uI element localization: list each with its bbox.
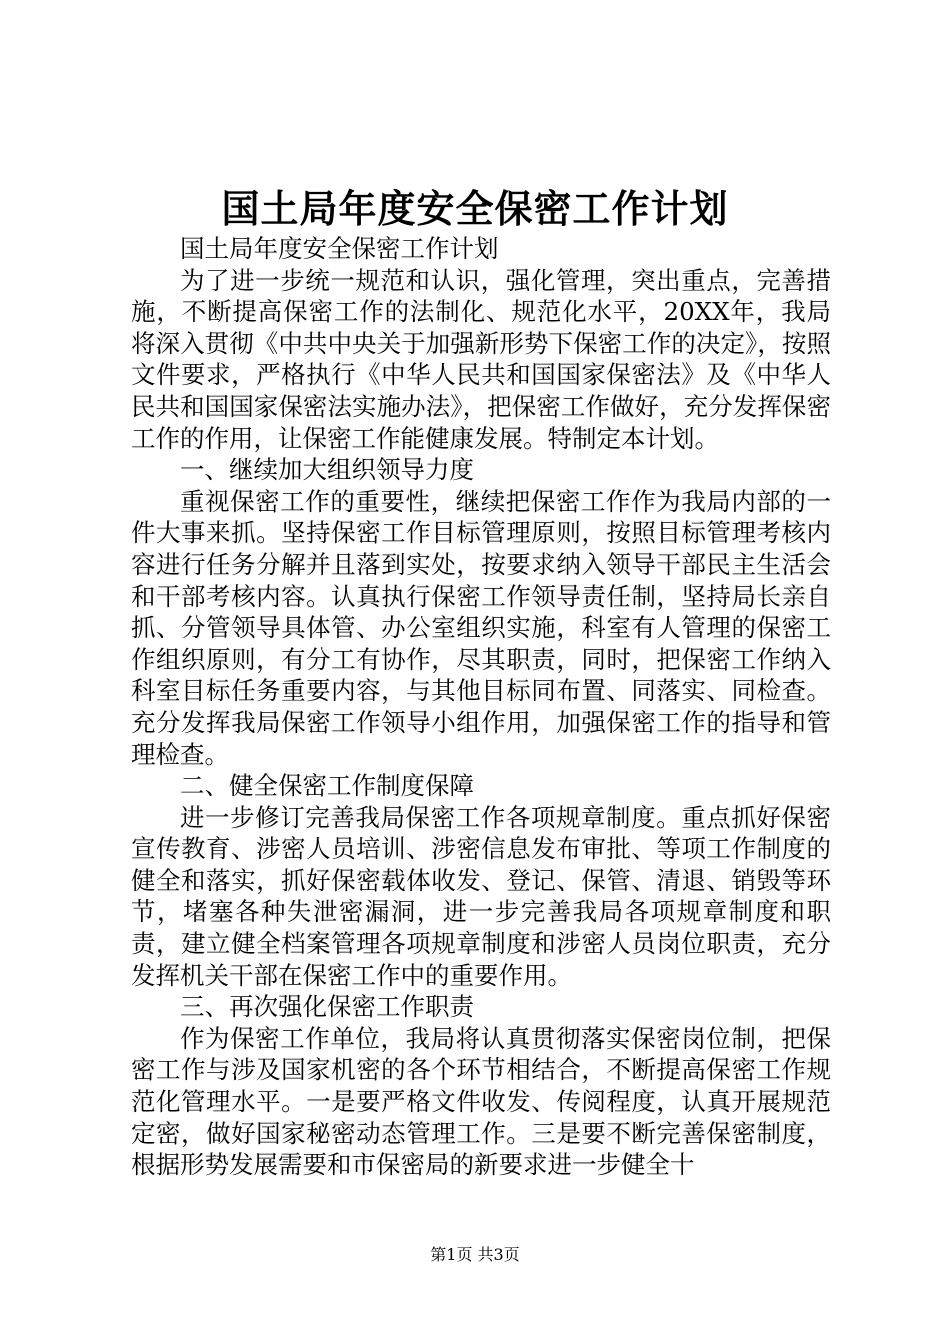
section-paragraph-1: 重视保密工作的重要性，继续把保密工作作为我局内部的一件大事来抓。坚持保密工作目标管理原则，按照目标管理考核内容进行任务分解并且落到实处，按要求纳入领导干部民主生活会和干部考核内容。认真执行保密工作领导责任制，坚持局长亲自抓、分管领导具体管、办公室组织实施，科室有人管理的保密工作组织原则，有分工有协作，尽其职责，同时，把保密工作纳入科室目标任务重要内容，与其他目标同布置、同落实、同检查。充分发挥我局保密工作领导小组作用，加强保密工作的指导和管理检查。	[131, 486, 831, 769]
section-heading-3: 三、再次强化保密工作职责	[180, 992, 474, 1022]
section-paragraph-3: 作为保密工作单位，我局将认真贯彻落实保密岗位制，把保密工作与涉及国家机密的各个环节相结合，不断提高保密工作规范化管理水平。一是要严格文件收发、传阅程度，认真开展规范定密，做好国家秘密动态管理工作。三是要不断完善保密制度，根据形势发展需要和市保密局的新要求进一步健全十	[131, 1023, 831, 1180]
document-body	[131, 233, 831, 1181]
section-heading-1: 一、继续加大组织领导力度	[180, 455, 474, 485]
page-number-footer: 第1页 共3页	[430, 1245, 520, 1264]
section-paragraph-2: 进一步修订完善我局保密工作各项规章制度。重点抓好保密宣传教育、涉密人员培训、涉密信息发布审批、等项工作制度的健全和落实，抓好保密载体收发、登记、保管、清退、销毁等环节，堵塞各种失泄密漏洞，进一步完善我局各项规章制度和职责，建立健全档案管理各项规章制度和涉密人员岗位职责，充分发挥机关干部在保密工作中的重要作用。	[131, 802, 831, 990]
document-title: 国土局年度安全保密工作计划	[221, 186, 729, 231]
subtitle-paragraph: 国土局年度安全保密工作计划	[180, 234, 499, 263]
section-heading-2: 二、健全保密工作制度保障	[180, 771, 474, 801]
intro-paragraph: 为了进一步统一规范和认识，强化管理，突出重点，完善措施，不断提高保密工作的法制化、规范化水平，20XX年，我局将深入贯彻《中共中央关于加强新形势下保密工作的决定》，按照文件要求，严格执行《中华人民共和国国家保密法》及《中华人民共和国国家保密法实施办法》，把保密工作做好，充分发挥保密工作的作用，让保密工作能健康发展。特制定本计划。	[131, 265, 831, 453]
